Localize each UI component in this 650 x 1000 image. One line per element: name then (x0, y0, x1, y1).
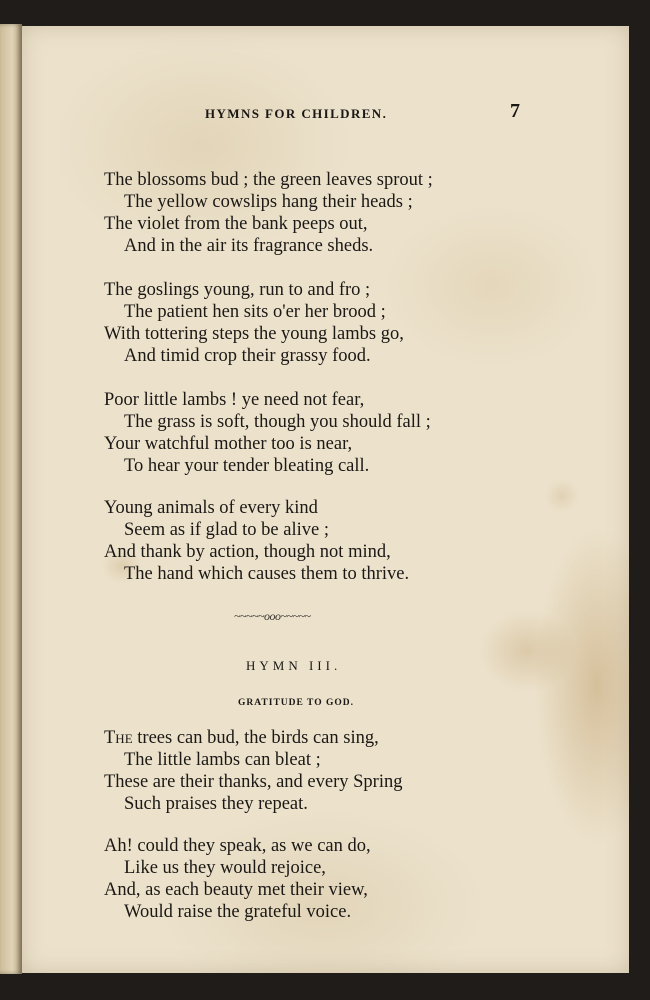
facing-page-edge (0, 24, 22, 974)
hymn-title: HYMN III. (246, 658, 342, 673)
verse-line: And, as each beauty met their view, (104, 880, 368, 900)
verse-line: And in the air its fragrance sheds. (124, 236, 374, 256)
book-page (22, 26, 629, 973)
verse-line: Seem as if glad to be alive ; (124, 520, 329, 540)
verse-line: With tottering steps the young lambs go, (104, 324, 404, 344)
page-number: 7 (510, 100, 520, 122)
verse-line: The goslings young, run to and fro ; (104, 280, 371, 300)
verse-line: The yellow cowslips hang their heads ; (124, 192, 413, 212)
verse-line: Would raise the grateful voice. (124, 902, 352, 922)
verse-line: Like us they would rejoice, (124, 858, 326, 878)
verse-line: The patient hen sits o'er her brood ; (124, 302, 386, 322)
verse-line: The blossoms bud ; the green leaves sprout ; (104, 170, 433, 190)
running-header: HYMNS FOR CHILDREN. (205, 106, 388, 121)
verse-line: Such praises they repeat. (124, 794, 308, 814)
drop-word: The (104, 728, 133, 748)
verse-line: Your watchful mother too is near, (104, 434, 353, 454)
verse-line: These are their thanks, and every Spring (104, 772, 403, 792)
verse-line: And thank by action, though not mind, (104, 542, 391, 562)
verse-line: The hand which causes them to thrive. (124, 564, 410, 584)
verse-line: The little lambs can bleat ; (124, 750, 321, 770)
verse-line (104, 728, 379, 749)
verse-line: The violet from the bank peeps out, (104, 214, 368, 234)
verse-line: Young animals of every kind (104, 498, 318, 518)
verse-line: To hear your tender bleating call. (124, 456, 370, 476)
verse-line: Ah! could they speak, as we can do, (104, 836, 371, 856)
hymn-subtitle: GRATITUDE TO GOD. (238, 698, 354, 708)
verse-line: And timid crop their grassy food. (124, 346, 371, 366)
verse-line-rest: trees can bud, the birds can sing, (132, 728, 379, 748)
verse-line: The grass is soft, though you should fall ; (124, 412, 431, 432)
verse-line: Poor little lambs ! ye need not fear, (104, 390, 365, 410)
section-ornament: ~~~~~ooo~~~~~ (234, 609, 311, 623)
